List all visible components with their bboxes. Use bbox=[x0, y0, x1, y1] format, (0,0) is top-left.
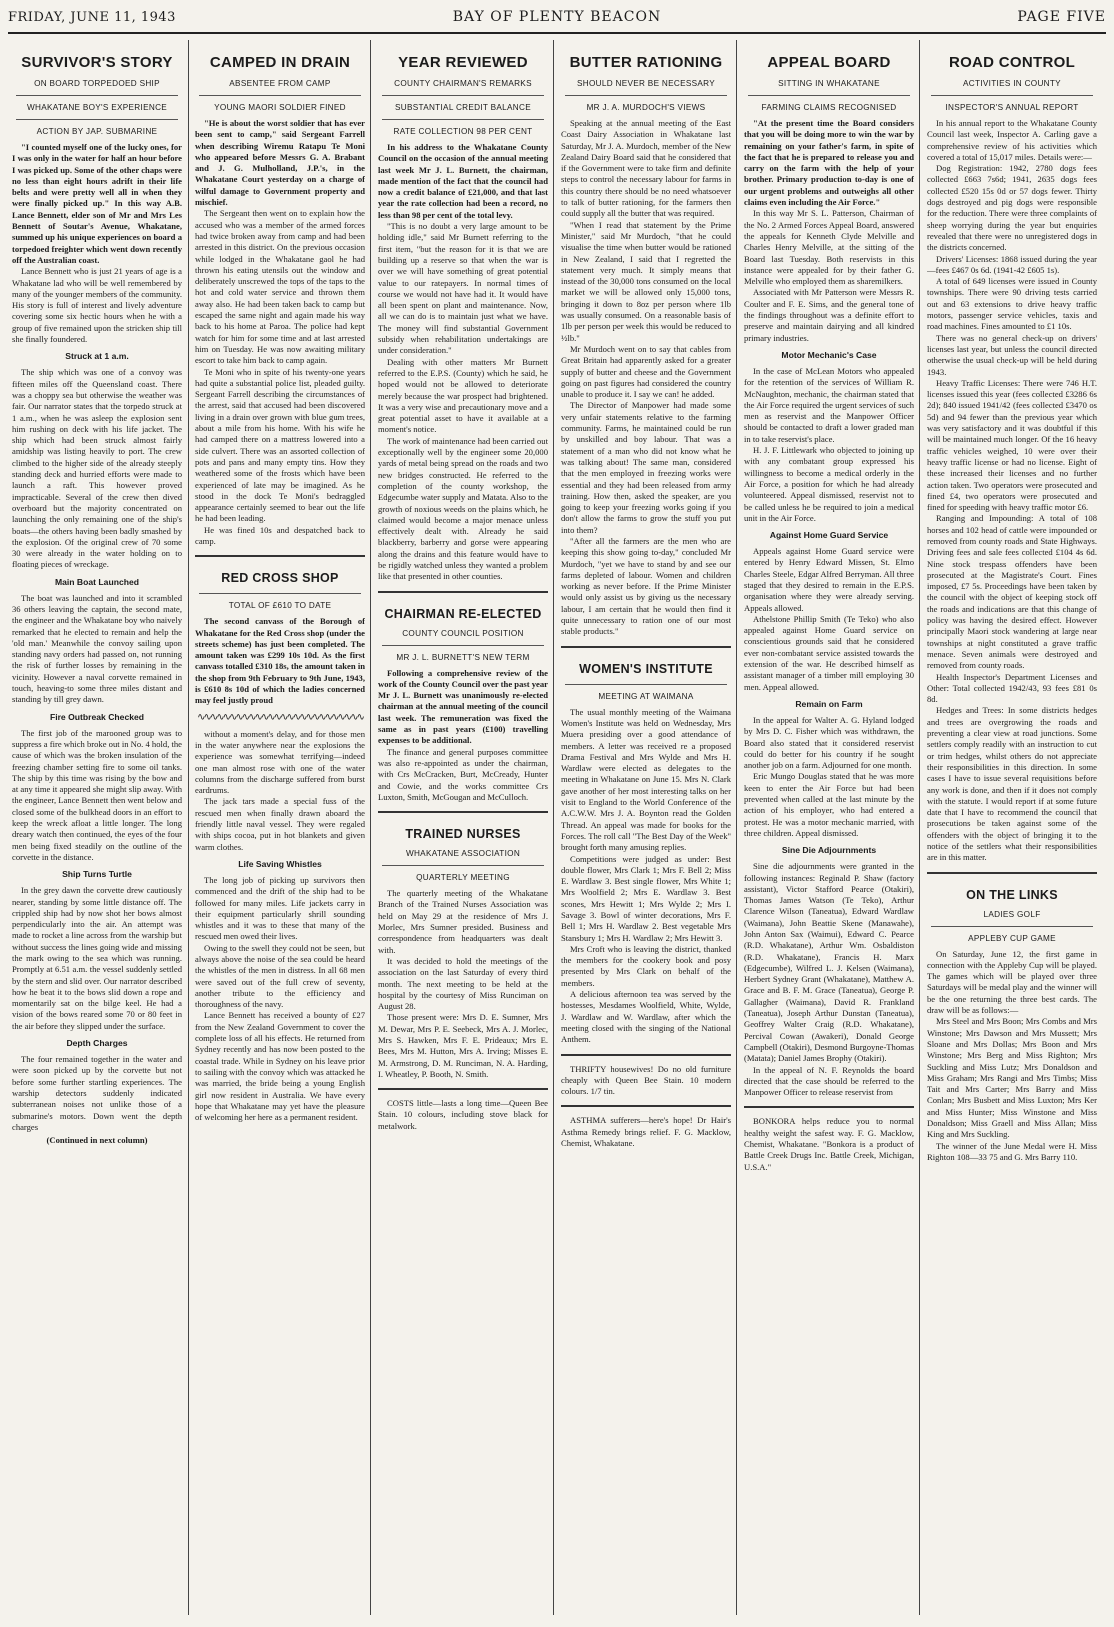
divider bbox=[378, 591, 548, 593]
paragraph: Lance Bennett has received a bounty of £27 from the New Zealand Government to cover the complete loss of all his effects. He returned from Sydney recently and has now been posted to the coastal trade. While in Sydney on his leave prior to sailing with the convoy which was attacked he was married, the bride being a young English girl now resident in Australia. We have every hope that Whakatane may yet have the pleasure of welcoming her here as a permanent resident. bbox=[195, 1010, 365, 1123]
headline: ON THE LINKS bbox=[966, 887, 1058, 902]
paragraph: In the grey dawn the corvette drew cautiously nearer, standing by some little distance off. The crippled ship had by now shot her bows almost perpendicularly into the air. An attempt was made to rocket a line across from the warship but without success the lines going wide and missing the mark owing to the sea which was running. Promptly at 6.51 a.m. the vessel suddenly settled by the stern and slid over. Our narrator described how he beat it to the bows slid down a rope and momentarily sat on the bilge keel. He had a vision of the bows reared some 70 or 80 feet in the air before they slipped under the surface. bbox=[12, 885, 182, 1031]
paragraph: The usual monthly meeting of the Waimana Women's Institute was held on Wednesday, Mrs Muera presiding over a good attendance of members. A letter was received re a proposed Drama Festival and Mrs Wylde and Mrs H. Wardlaw were elected as delegates to the meeting in Whakatane on June 15. Mrs N. Clark gave another of her most interesting talks on her visit to England to the World Conference of the A.C.W.W. Mrs J. A. Boynton read the Golden Thread. An appeal was made for books for the Forces. The roll call "The Best Day of the Week" brought forth many amusing replies. bbox=[561, 706, 731, 853]
headline: CAMPED IN DRAIN bbox=[209, 54, 351, 71]
paragraph: In the appeal of N. F. Reynolds the board directed that the case should be referred to the Manpower Officer to release reservist from bbox=[744, 1064, 914, 1098]
article-womens-institute bbox=[561, 662, 731, 1046]
article-year-reviewed bbox=[378, 54, 548, 583]
subheading: MR J. A. MURDOCH'S VIEWS bbox=[586, 103, 706, 112]
subheading: SUBSTANTIAL CREDIT BALANCE bbox=[395, 103, 531, 112]
article-survivors-story bbox=[12, 54, 182, 1145]
page-number: PAGE FIVE bbox=[1017, 9, 1106, 25]
subheading: ON BOARD TORPEDOED SHIP bbox=[34, 79, 160, 88]
paragraph: Te Moni who in spite of his twenty-one years had quite a substantial police list, pleaded guilty. Sergeant Farrell describing the circumstances of the arrest, said that accused had been discovered living in a drain over grown with blue gum trees, about a mile from his home. With his wife he had camped there on a mattress lowered into a side culvert. There was an assorted collection of pots and pans and many empty tins. How they weathered some of the frosts which have been experienced of late may be imagined. As he stood in the dock Te Moni's bedraggled appearance certainly seemed to bear out the life he had been leading. bbox=[195, 366, 365, 524]
paragraph: The finance and general purposes committee was also re-appointed as under the chairman, with Crs McCracken, Burt, McCready, Hunter and Cowie, and the works committee Crs Luxton, Smith, McGougan and McCulloch. bbox=[378, 746, 548, 802]
column-rule bbox=[736, 40, 737, 1615]
paragraph: A delicious afternoon tea was served by the hostesses, Mesdames Woolfield, White, Wylde, J. Wardlaw and W. Wardlaw, after which the meeting closed with the singing of the National Anthem. bbox=[561, 989, 731, 1045]
column-2 bbox=[195, 40, 365, 1615]
subheading: APPLEBY CUP GAME bbox=[968, 933, 1056, 943]
paragraph: The winner of the June Medal were H. Miss Righton 108—33 75 and G. Mrs Barry 110. bbox=[927, 1140, 1097, 1162]
paragraph: In the appeal for Walter A. G. Hyland lodged by Mrs D. C. Fisher which was withdrawn, the Board also stated that it considered reservist could do better for his country if he sought another job on a farm. Adjourned for one month. bbox=[744, 714, 914, 771]
subheading: WHAKATANE BOY'S EXPERIENCE bbox=[26, 103, 168, 112]
column-3 bbox=[378, 40, 548, 1615]
divider bbox=[561, 1054, 731, 1056]
article-road-control bbox=[927, 54, 1097, 864]
paragraph: "This is no doubt a very large amount to be holding idle," said Mr Burnett referring to the first item, "but the reason for it is that we are building up a reserve so that when the war is over we will have something of great potential value to our ratepayers. In normal times of course we would not have had it. It would have all been spent on plant and maintenance. Now, all we can do is to maintain just what we have. The money will find substantial Government subsidy when rehabilitation undertakings are under consideration." bbox=[378, 221, 548, 356]
paragraph: In his annual report to the Whakatane County Council last week, Inspector A. Carling gave a comprehensive review of his activities which covered a total of 15,017 miles. Details were:— bbox=[927, 118, 1097, 162]
paragraph: The four remained together in the water and were soon picked up by the corvette but not before some further startling experiences. The warship detectors suddenly indicated subterranean noises not unlike those of a submarine's motors. Down went the depth charges bbox=[12, 1054, 182, 1132]
paragraph: H. J. F. Littlewark who objected to joining up with any combatant group expressed his willingness to become a medical orderly in the Air Force, a position for which he had already volunteered. Appeal dismissed, reservist not to be called unless he be required to join a medical unit in the Air Force. bbox=[744, 445, 914, 523]
paragraph: A total of 649 licenses were issued in County townships. There were 90 driving tests carried out and 63 extensions to drive heavy traffic motors, passenger service vehicles, taxis and road machines. Fines amounted to £1 10s. bbox=[927, 276, 1097, 332]
subheading: YOUNG MAORI SOLDIER FINED bbox=[214, 103, 346, 112]
advertisement: BONKORA helps reduce you to normal healthy weight the safest way. F. G. Macklow, Chemist, Whakatane. "Bonkora is a product of Battle Creek Drugs Inc. Battle Creek, Michigan, U.S.A." bbox=[744, 1116, 914, 1172]
subheading: INSPECTOR'S ANNUAL REPORT bbox=[945, 103, 1079, 112]
paragraph: "At the present time the Board considers that you will be doing more to win the war by remaining on your father's farm, in spite of the fact that he is prepared to release you and carry on the farm with the help of your brother. Primary production to-day is one of our urgent problems and outweighs all other claims even including the Air Force." bbox=[744, 118, 914, 208]
advertisement: THRIFTY housewives! Do no old furniture cheaply with Queen Bee Stain. 10 modern colours. 1/7 tin. bbox=[561, 1063, 731, 1097]
headline: CHAIRMAN RE-ELECTED bbox=[384, 606, 542, 621]
paragraph: Ranging and Impounding: A total of 108 horses and 102 head of cattle were impounded or removed from county roads and State Highways. Driving fees and sale fees collected £104 4s 6d. Nine stock trespass offenders have been prosecuted at the Magistrate's Court. Fines imposed, £7 5s. Proceedings have been taken by the council with the object of keeping stock off the roads and indications are that this change of policy was having the desired effect. However principally Maori stock wandering at large near townships at night constituted a grave traffic menace. Seven animals were destroyed and removed from county roads. bbox=[927, 513, 1097, 671]
paragraph: The jack tars made a special fuss of the rescued men when finally drawn aboard the friendly little naval vessel. They were regaled with ships cocoa, put in hot blankets and given warm clothes. bbox=[195, 796, 365, 852]
article-chairman-re-elected bbox=[378, 607, 548, 804]
section-heading: Depth Charges bbox=[66, 1038, 128, 1049]
paragraph: Appeals against Home Guard service were entered by Henry Edward Missen, St. Elmo Charles Steele, Edgar Alfred Berryman. All three staged that they desired to remain in the E.P.S. organisation where they were already serving. Appeals allowed. bbox=[744, 546, 914, 613]
paragraph: "After all the farmers are the men who are keeping this show going to-day," concluded Mr Murdoch, "yet we have to stand by and see our farms depleted of labour. Women and children working as never before. If the Prime Minister would only assist us by giving us the necessary labour, I am certain that he would then find it quite unnecessary to ration one of our most stable products." bbox=[561, 535, 731, 637]
section-heading: Struck at 1 a.m. bbox=[65, 351, 129, 362]
paragraph: In his address to the Whakatane County Council on the occasion of the annual meeting last week Mr J. L. Burnett, the chairman, made mention of the fact that the council had now a credit balance of £21,000, and that last year the rate collection had been a record, no less than 98 per cent of the total levy. bbox=[378, 142, 548, 220]
subheading: MEETING AT WAIMANA bbox=[598, 691, 694, 701]
paragraph: The ship which was one of a convoy was fifteen miles off the Queensland coast. There was a choppy sea but otherwise the weather was fair. Our narrator states that the torpedo struck at 1 a.m., when he was asleep the explosion sent him rushing on deck with his life jacket. The ship which had been struck almost fairly amidship was listing heavily to port. The crew climbed to the higher side of the already steeply standing deck and hurried efforts were made to launch a raft. This however proved impracticable. Several of the crew then dived overboard but the majority concentrated on launching the only remaining one of the ship's boats—the others having been badly smashed by the explosion. Of the original crew of 70 some 30 were already in the water holding on to floating pieces of wreckage. bbox=[12, 367, 182, 570]
divider bbox=[561, 646, 731, 648]
paragraph: Athelstone Phillip Smith (Te Teko) who also appealed against Home Guard service on conscientious grounds said that he considered ever non-combatant service assisted towards the extension of the war. He described himself as assistant manager of a timber mill employing 30 men. Appeal allowed. bbox=[744, 613, 914, 692]
issue-date: FRIDAY, JUNE 11, 1943 bbox=[8, 10, 176, 25]
column-1 bbox=[12, 40, 182, 1615]
column-rule bbox=[370, 40, 371, 1615]
paragraph: The Director of Manpower had made some very unfair statements relative to the farming community. Farms, he maintained could be run by unskilled and boy labour. That was a statement of a man who did not know what he was talking about! The same man, considered that the men employed in freezing works were essential and they had been released from army training. How then, asked the speaker, are you going to keep your freezing works going if you don't allow the farms to grow the stuff you put into them? bbox=[561, 400, 731, 535]
section-heading: Main Boat Launched bbox=[54, 576, 140, 587]
subheading: SITTING IN WHAKATANE bbox=[778, 79, 880, 88]
paragraph: In the case of McLean Motors who appealed for the retention of the services of William R. McNaughton, mechanic, the chairman stated that the Air Force required the urgent services of such men as reservist and the Manpower Officer should be contacted to draft a lower graded man in to take reservist's place. bbox=[744, 365, 914, 444]
column-4 bbox=[561, 40, 731, 1615]
column-6 bbox=[927, 40, 1097, 1615]
headline: APPEAL BOARD bbox=[767, 54, 891, 71]
paragraph: The Sergeant then went on to explain how the accused who was a member of the armed forces had twice broken away from camp and had been arrested in this district. On the previous occasion while lodged in the Whakatane gaol he had thrown his eating utensils out the window and deliberately unscrewed the tops of the taps to the hot and cold water service and thrown them away also. He had been taken back to camp but escaped the same night and again made his way back to his home at Paroa. The police had kept watch for him for some time and at last arrested him on Tuesday. He was now awaiting military escort to take him back to camp again. bbox=[195, 208, 365, 366]
paragraph: Dog Registration: 1942, 2780 dogs fees collected £663 7s6d; 1941, 2635 dogs fees collected £520 15s 0d or 57 dogs fewer. Thirty dogs destroyed and pig dogs were responsible for the reduction. There were three complaints of sheep worrying during the year but enquiries revealed that there were no unregistered dogs in the districts concerned. bbox=[927, 163, 1097, 253]
paragraph: Mrs Steel and Mrs Boon; Mrs Combs and Mrs Winstone; Mrs Dawson and Mrs Mussett; Mrs Sloane and Mrs Dollas; Mrs Boon and Mrs Winstone; Mrs Berg and Miss Righton; Mrs Suckling and Miss Lutz; Mrs Donaldson and Miss Graham; Mrs Rangi and Mrs Timbs; Miss Tait and Mrs Carter; Mrs Barry and Miss Conlan; Mrs Busbett and Miss Luxton; Mrs Ker and Miss Hunter; Miss Winstone and Miss Donaldson; Miss Graell and Miss Allan; Miss King and Mrs Suckling. bbox=[927, 1016, 1097, 1140]
article-survivors-story-continued bbox=[195, 729, 365, 1124]
subheading: SHOULD NEVER BE NECESSARY bbox=[577, 79, 715, 88]
headline: ROAD CONTROL bbox=[948, 54, 1076, 71]
headline: WOMEN'S INSTITUTE bbox=[579, 661, 713, 676]
paragraph: There was no general check-up on drivers' licenses last year, but unless the council directed otherwise the usual check-up will be held during 1943. bbox=[927, 332, 1097, 377]
divider bbox=[927, 872, 1097, 874]
article-appeal-board bbox=[744, 54, 914, 1098]
paragraph: "He is about the worst soldier that has ever been sent to camp," said Sergeant Farrell when describing Wiremu Ratapu Te Moni who appeared before Messrs G. A. Brabant and J. G. Mulholland, J.P.'s, in the Whakatane Court yesterday on a charge of wilful damage to Government property and mischief. bbox=[195, 118, 365, 208]
divider bbox=[195, 555, 365, 557]
subheading: ACTIVITIES IN COUNTY bbox=[963, 79, 1061, 88]
subheading: WHAKATANE ASSOCIATION bbox=[405, 849, 521, 859]
paragraph: without a moment's delay, and for those men in the water anywhere near the explosions the experience was somewhat terrifying—indeed one man almost rose with one of the water columns from the discharge suffered from burst eardrums. bbox=[195, 728, 365, 796]
paragraph: The long job of picking up survivors then commenced and the drift of the ship had to be followed for many miles. Life jackets carry in their equipment particularly shrill sounding whistles and it was to these that many of the rescued men owed their lives. bbox=[195, 874, 365, 942]
paragraph: Following a comprehensive review of the work of the County Council over the past year Mr J. L. Burnett was unanimously re-elected chairman at the annual meeting of the council last week. The remuneration was fixed the same as in past years (£100) travelling expenses to be additional. bbox=[378, 667, 548, 746]
article-red-cross-shop bbox=[195, 571, 365, 706]
column-rule bbox=[188, 40, 189, 1615]
paragraph: Drivers' Licenses: 1868 issued during the year—fees £467 0s 6d. (1941-42 £605 1s). bbox=[927, 253, 1097, 275]
paragraph: Hedges and Trees: In some districts hedges and trees are overgrowing the roads and preventing a clear view at road junctions. Some settlers comply readily with an instruction to cut or trim hedges, whilst others do not appreciate their responsibilities in this direction. In some cases I have to issue several requisitions before any work is done, and then if it does not comply with the statute. I would report if at some future date that I have to recommend the council that prosecutions be taken against some of the offenders with the object of bringing it to the notice of the settlers what their responsibilities are in this matter. bbox=[927, 705, 1097, 863]
column-rule bbox=[919, 40, 920, 1615]
section-heading: Fire Outbreak Checked bbox=[49, 711, 145, 722]
headline: YEAR REVIEWED bbox=[398, 54, 528, 71]
paragraph: Lance Bennett who is just 21 years of age is a Whakatane lad who will be well remembered by many of the younger members of the community. His story is full of interest and lively adventure covering some six hectic hours when he with a group of five remained upon the stricken ship till she finally foundered. bbox=[12, 266, 182, 345]
paragraph: He was fined 10s and despatched back to camp. bbox=[195, 524, 365, 546]
paragraph: Mrs Croft who is leaving the district, thanked the members for the cookery book and posy presented by Mrs Clark on behalf of the members. bbox=[561, 943, 731, 988]
paragraph: The first job of the marooned group was to suppress a fire which broke out in No. 4 hold, the cause of which was the broken insulation of the freezing chamber setting fire to some oil tanks. The ship by this time was rising by the bow and at any time it appeared she might slip away. With the engineer, Lance Bennett then went below and closed some of the bulkhead doors in an effort to keep the wreck afloat a little longer. The long dreary watch then continued, the eyes of the four men being fixed steadily on the outline of the corvette in the distance. bbox=[12, 727, 182, 862]
paragraph: Those present were: Mrs D. E. Sumner, Mrs M. Dewar, Mrs P. E. Seebeck, Mrs A. J. Morlec, Mrs S. Hawken, Mrs F. E. Prideaux; Mrs E. Bees, Mrs M. Hutton, Mrs A. Irving; Misses E. M. Armstrong, D. M. Runciman, N. A. Harding, I. Wheatley, P. Booth, N. Smith. bbox=[378, 1012, 548, 1079]
paragraph: Competitions were judged as under: Best double flower, Mrs Clark 1; Mrs F. Bell 2; Miss E. Wardlaw 3. Best single flower, Mrs White 1; Mrs Woolfield 2; Mrs E. Wardlaw 3. Best scones, Mrs Hewitt 1; Mrs Wylde 2; Mrs I. Savage 3. Bowl of winter decorations, Mrs F. Bell 1; Mrs H. Wardlaw 2. Best vegetable Mrs Stansbury 1; Mrs H. Wardlaw 2; Mrs Hewitt 3. bbox=[561, 853, 731, 943]
paragraph: In this way Mr S. L. Patterson, Chairman of the No. 2 Armed Forces Appeal Board, answered the appeals for Kenneth Clyde Melville and Charles Henry Melville, at the sitting of the Board last Tuesday. Both reservists in this instance were appealed for by their father G. Melville who employed them as sharemilkers. bbox=[744, 208, 914, 287]
continued-note: (Continued in next column) bbox=[46, 1135, 148, 1146]
subheading: COUNTY CHAIRMAN'S REMARKS bbox=[394, 79, 532, 88]
section-heading: Motor Mechanic's Case bbox=[781, 349, 877, 360]
divider bbox=[744, 1106, 914, 1108]
paragraph: "When I read that statement by the Prime Minister," said Mr Murdoch, "that he could visualise the time when butter would be rationed in New Zealand, I said that I regretted the statement very much. It simply means that instead of the 30,000 tons consumed on the local market we will be allowed only 15,000 tons, bringing it down to 8oz per person where 1lb was usually consumed. On a reasonable basis of 1lb per person per week this would be reduced to ½lb." bbox=[561, 219, 731, 343]
paragraph: Heavy Traffic Licenses: There were 746 H.T. licenses issued this year (fees collected £3286 6s 2d); 840 issued 1941/42 (fees collected £3470 os 5d) and 94 fewer than the previous year which was very satisfactory and it was doubtful if this will be maintained much longer. Of the 16 heavy traffic vehicles weighed, 10 were over their heavy traffic license or had no license. Eight of these increased their licenses and no further action taken. Two operators were prosecuted and fined £4, two operators were prosecuted and fined for speeding with heavy traffic motor £6. bbox=[927, 377, 1097, 513]
column-5 bbox=[744, 40, 914, 1615]
section-heading: Remain on Farm bbox=[795, 698, 863, 709]
paragraph: Mr Murdoch went on to say that cables from Great Britain had apparently asked for a greater supply of butter and cheese and the Government going on past figures had considered the country unable to produce it. I say we can! he added. bbox=[561, 343, 731, 400]
section-heading: Life Saving Whistles bbox=[238, 858, 322, 869]
headline: SURVIVOR'S STORY bbox=[21, 54, 173, 71]
divider bbox=[378, 1088, 548, 1090]
subheading: ABSENTEE FROM CAMP bbox=[229, 79, 331, 88]
paragraph: On Saturday, June 12, the first game in connection with the Appleby Cup will be played. The games which will be played over three Saturdays will be medal play and the winner will be the one returning the three best cards. The draw will be as follows:— bbox=[927, 948, 1097, 1016]
paragraph: Associated with Mr Patterson were Messrs R. Coulter and F. E. Sims, and the general tone of the findings throughout was a definite effort to preserve and maintain dairying and all kindred primary industries. bbox=[744, 287, 914, 343]
subheading: LADIES GOLF bbox=[983, 909, 1041, 919]
headline: BUTTER RATIONING bbox=[569, 54, 723, 71]
paragraph: The quarterly meeting of the Whakatane Branch of the Trained Nurses Association was held on May 29 at the residence of Mrs J. Morlec, Mrs Sumner presided. Business and correspondence from headquarters was dealt with. bbox=[378, 888, 548, 955]
page-header bbox=[8, 4, 1106, 34]
subheading: QUARTERLY MEETING bbox=[416, 873, 510, 883]
article-camped-in-drain bbox=[195, 54, 365, 547]
article-trained-nurses bbox=[378, 827, 548, 1080]
subheading: MR J. L. BURNETT'S NEW TERM bbox=[396, 652, 530, 662]
newspaper-name: BAY OF PLENTY BEACON bbox=[452, 9, 662, 25]
article-on-the-links bbox=[927, 888, 1097, 1164]
subheading: FARMING CLAIMS RECOGNISED bbox=[761, 103, 897, 112]
subheading: RATE COLLECTION 98 PER CENT bbox=[393, 127, 533, 136]
subheading: COUNTY COUNCIL POSITION bbox=[402, 628, 524, 638]
headline: RED CROSS SHOP bbox=[221, 571, 339, 586]
subheading: ACTION BY JAP. SUBMARINE bbox=[36, 127, 158, 136]
paragraph: Eric Mungo Douglas stated that he was more keen to enter the Air Force but had been prevented when called at the last minute by the action of his employer, who had entered a protest. He was a motor mechanic married, with three children. Appeal dismissed. bbox=[744, 771, 914, 838]
paragraph: Owing to the swell they could not be seen, but always above the noise of the sea could be heard the whistles of the men in distress. In all 68 men were saved out of the full crew of seventy, another tribute to the efficiency and thoroughness of the navy. bbox=[195, 942, 365, 1010]
paragraph: The second canvass of the Borough of Whakatane for the Red Cross shop (under the streets scheme) has just been completed. The amount taken was £299 10s 10d. As the first canvass totalled £310 18s, the amount taken in the shop from 9th February to 9th June, 1943, is £610 8s 10d of which the ladies concerned may feel justly proud bbox=[195, 616, 365, 706]
section-heading: Against Home Guard Service bbox=[769, 530, 889, 541]
paragraph: It was decided to hold the meetings of the association on the last Saturday of every third month. The next meeting to be held at the hospital by the courtesy of Miss Runciman on August 28. bbox=[378, 955, 548, 1012]
article-butter-rationing bbox=[561, 54, 731, 638]
paragraph: The work of maintenance had been carried out exceptionally well by the engineer some 20,000 yards of metal being spread on the roads and two new bridges constructed. He referred to the completion of the county workshop, the Edgecumbe water supply and Matata. Also to the growth of noxious weeds on the plains which, he claimed would become a major menace unless effectively dealt with. Already he said blackberry, barberry and gorse were appearing along the drains and this feature would have to be rigidly watched unless they wanted a problem like that presented in other counties. bbox=[378, 435, 548, 582]
section-heading: Ship Turns Turtle bbox=[62, 869, 132, 880]
column-rule bbox=[553, 40, 554, 1615]
decorative-rule: ∿∿∿∿∿∿∿∿∿∿∿∿∿∿∿∿∿∿∿∿∿∿∿∿∿∿ bbox=[197, 711, 363, 723]
paragraph: Speaking at the annual meeting of the East Coast Dairy Association in Whakatane last Saturday, Mr J. A. Murdoch, member of the New Zealand Dairy Board said that he considered that if the Government were to take firm and definite steps to control the necessary labour for farms in this country there should be no need whatsoever to talk of butter rationing, for the farmers then could supply all the butter that was required. bbox=[561, 118, 731, 219]
subheading: TOTAL OF £610 TO DATE bbox=[228, 601, 332, 611]
paragraph: Dealing with other matters Mr Burnett referred to the E.P.S. (County) which he said, he hoped would not be allowed to deteriorate merely because the war prospect had brightened. It was a very wise and precautionary move and a great potential asset to have it available at a moment's notice. bbox=[378, 356, 548, 435]
section-heading: Sine Die Adjournments bbox=[781, 845, 877, 856]
paragraph: Sine die adjournments were granted in the following instances: Reginald P. Shaw (factory assistant), Victor Stafford Pearce (Otakiri), Thomas James Watson (Te Teko), Arthur Clarence Wilson (Taneatua), Edward Wardlaw (Waimana), John Beattie Skene (Manawahe), John Anton Sax (Waimui), Edward C. Pearce (R.D. Whakatane), Arthur Wm. Osbaldiston (R.D. Whakatane), Francis H. Marx (Edgecumbe), Wilfred L. J. Kelsen (Waimana), Herbert Sydney Grant (Whakatane), Matthew A. Grace and B. F. M. Grace (Taneatua), George P. Gallagher (Waimana), David R. Frankland (Taneatua), Joseph Arthur Dunstan (Taneatua), Geoffrey Walter Craig (R.D. Whakatane), Percival Cowan (Awakeri), Donald George Campbell (Otakiri), Desmond Burgoyne-Thomas (Matata); Daniel James Brophy (Otakiri). bbox=[744, 861, 914, 1064]
divider bbox=[378, 811, 548, 813]
divider bbox=[561, 1105, 731, 1107]
advertisement: COSTS little—lasts a long time—Queen Bee Stain. 10 colours, including stove black for metalwork. bbox=[378, 1098, 548, 1131]
headline: TRAINED NURSES bbox=[405, 827, 521, 842]
paragraph: The boat was launched and into it scrambled 36 others leaving the captain, the second mate, the engineer and the Whakatane boy who naively remarked that he elected to remain and help the 'old man.' Meanwhile the convoy sailing upon standing navy orders had passed on, not running the risk of further losses by remaining in the vicinity. However a naval corvette remained in touch, heaving-to some three miles distant and standing by till grey dawn. bbox=[12, 592, 182, 705]
paragraph: "I counted myself one of the lucky ones, for I was only in the water for half an hour before I was picked up. Some of the other chaps were no less than eight hours adrift in their life belts and were pretty well all in when they were finally picked up." In this way A.B. Lance Bennett, elder son of Mr and Mrs Les Bennett of Soutar's Avenue, Whakatane, summed up his unique experiences on board a torpedoed freighter which went down recently off the Australian coast. bbox=[12, 142, 182, 265]
advertisement: ASTHMA sufferers—here's hope! Dr Hair's Asthma Remedy brings relief. F. G. Macklow, Chemist, Whakatane. bbox=[561, 1115, 731, 1149]
paragraph: Health Inspector's Department Licenses and Other: Total collected 1942/43, 93 fees £81 0s 8d. bbox=[927, 671, 1097, 705]
